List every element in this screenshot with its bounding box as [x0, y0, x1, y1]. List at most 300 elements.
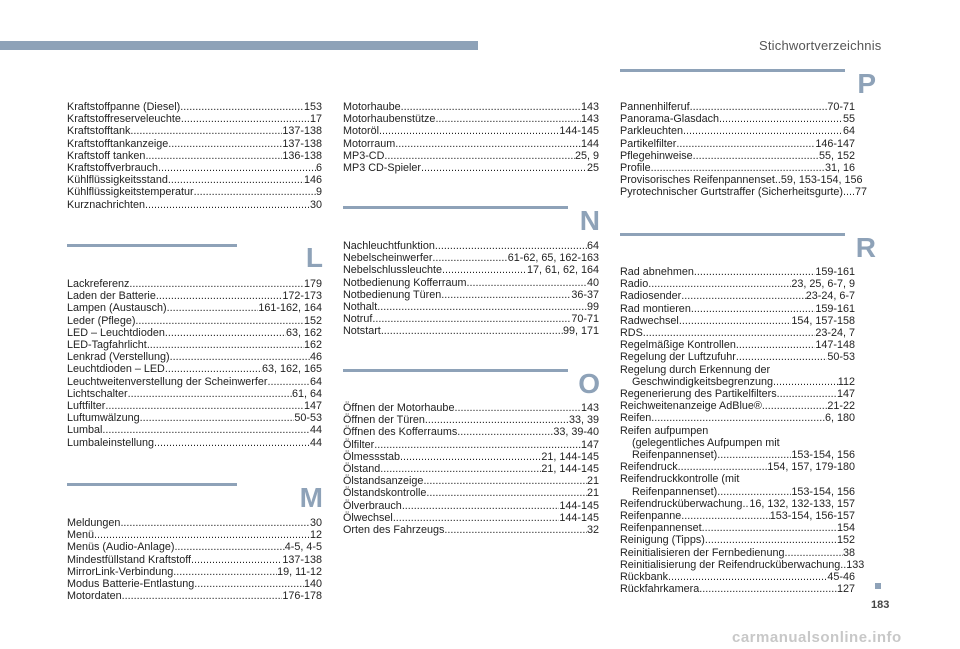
- watermark: carmanualsonline.info: [732, 629, 902, 646]
- dot-leader: [165, 327, 286, 339]
- entry-term: Reifendruck: [620, 461, 678, 474]
- dot-leader: [784, 547, 843, 559]
- dot-leader: [699, 583, 837, 595]
- entry-pages: 152: [836, 534, 855, 547]
- section-letter-n: N: [579, 205, 600, 236]
- entry-term: Reifenpannenset): [632, 485, 718, 498]
- index-entry: [343, 414, 599, 426]
- index-entry: [67, 424, 322, 436]
- entry-term: Orten des Fahrzeugs: [343, 524, 445, 537]
- entry-pages: 30: [309, 198, 322, 211]
- index-entry: [67, 101, 322, 113]
- dot-leader: [393, 512, 560, 524]
- index-entry: [620, 138, 855, 150]
- entry-pages: 4-5, 4-5: [284, 541, 322, 554]
- dot-leader: [651, 412, 825, 424]
- entry-pages: 147: [580, 438, 599, 451]
- entry-term: Radwechsel: [620, 314, 679, 327]
- entry-term: Leder (Pflege): [67, 314, 136, 327]
- entry-term: Menü: [67, 529, 95, 542]
- section-divider-o: [343, 369, 568, 372]
- index-entry: [67, 278, 322, 290]
- dot-leader: [170, 351, 310, 363]
- dot-leader: [145, 199, 310, 211]
- index-entry: [620, 351, 855, 363]
- entry-term: Kühlflüssigkeitsstand: [67, 174, 168, 187]
- dot-leader: [719, 113, 843, 125]
- index-entry: [620, 101, 855, 113]
- entry-pages: 23-24, 7: [815, 327, 855, 340]
- index-entry: [343, 475, 599, 487]
- index-entry: [620, 583, 855, 595]
- index-entry: [67, 590, 322, 602]
- entry-pages: 23-24, 6-7: [805, 290, 855, 303]
- index-column-2-m: [343, 101, 599, 174]
- entry-term: Lumbal: [67, 424, 103, 437]
- index-entry: [67, 412, 322, 424]
- index-entry: [343, 439, 599, 451]
- entry-term: Parkleuchten: [620, 125, 684, 138]
- entry-pages: 31, 16: [824, 162, 855, 175]
- entry-pages: 17, 61, 62, 164: [526, 264, 599, 277]
- index-entry: [343, 500, 599, 512]
- entry-pages: 172-173: [282, 290, 322, 303]
- entry-term: Profile: [620, 162, 651, 175]
- dot-leader: [694, 266, 816, 278]
- entry-pages: 136-138: [282, 149, 322, 162]
- dot-leader: [156, 290, 283, 302]
- page-marker: [875, 583, 881, 589]
- index-entry: [343, 451, 599, 463]
- index-column-1-m: [67, 517, 322, 602]
- index-entry: [620, 174, 863, 187]
- entry-term: Motorhaubenstütze: [343, 113, 436, 126]
- dot-leader: [648, 278, 791, 290]
- section-divider-n: [343, 206, 568, 209]
- dot-leader: [425, 414, 569, 426]
- dot-leader: [444, 524, 587, 536]
- entry-pages: 137-138: [282, 137, 322, 150]
- dot-leader: [165, 363, 262, 375]
- index-entry-line: Reifen aufpumpen: [620, 424, 709, 437]
- dot-leader: [400, 451, 541, 463]
- index-entry: [67, 566, 322, 578]
- index-entry: [67, 113, 322, 125]
- entry-pages: 70-71: [827, 101, 855, 113]
- index-entry: [343, 101, 599, 113]
- entry-pages: 21: [586, 475, 599, 488]
- dot-leader: [668, 571, 827, 583]
- entry-pages: 99: [586, 301, 599, 314]
- index-entry: [343, 150, 599, 162]
- entry-pages: 144: [580, 137, 599, 150]
- entry-term: Reifenpannenset): [632, 449, 718, 462]
- entry-term: Laden der Batterie: [67, 290, 156, 303]
- dot-leader: [643, 327, 816, 339]
- index-entry: [620, 498, 855, 510]
- dot-leader: [374, 439, 581, 451]
- entry-pages: 153-154, 156-157: [769, 510, 855, 523]
- index-entry: [620, 150, 855, 162]
- index-entry: [620, 534, 855, 546]
- entry-term: Kraftstoffpanne (Diesel): [67, 101, 181, 113]
- index-entry: [343, 277, 599, 289]
- entry-term: Kurznachrichten: [67, 198, 146, 211]
- entry-term: Öffnen des Kofferraums: [343, 426, 458, 439]
- dot-leader: [457, 426, 553, 438]
- index-entry: [343, 487, 599, 499]
- entry-pages: 44: [309, 436, 322, 449]
- dot-leader: [395, 138, 581, 150]
- index-entry: [343, 426, 599, 438]
- dot-leader: [702, 522, 837, 534]
- index-entry: [620, 113, 855, 125]
- section-letter-p: P: [857, 68, 876, 99]
- entry-pages: 179: [303, 278, 322, 290]
- entry-term: Nebelscheinwerfer: [343, 252, 433, 265]
- index-entry: [343, 138, 599, 150]
- dot-leader: [168, 174, 304, 186]
- dot-leader: [128, 388, 292, 400]
- index-entry: [620, 547, 855, 559]
- entry-term: Ölverbrauch: [343, 499, 402, 512]
- dot-leader: [762, 400, 828, 412]
- index-column-3-p: [620, 101, 863, 187]
- index-entry-line: Regelung durch Erkennung der: [620, 363, 771, 376]
- dot-leader: [454, 402, 581, 414]
- entry-pages: 152: [303, 314, 322, 327]
- entry-term: Reifenpanne: [620, 510, 682, 523]
- entry-pages: 161-162, 164: [258, 302, 322, 315]
- entry-pages: 6, 180: [824, 412, 855, 425]
- dot-leader: [173, 566, 277, 578]
- index-entry: [343, 301, 599, 313]
- index-entry: [620, 376, 855, 388]
- dot-leader: [180, 101, 304, 113]
- index-entry: [343, 512, 599, 524]
- dot-leader: [402, 500, 560, 512]
- entry-term: MP3-CD: [343, 149, 385, 162]
- dot-leader: [690, 101, 828, 113]
- entry-pages: 55, 152: [818, 149, 855, 162]
- entry-term: Reinigung (Tipps): [620, 534, 705, 547]
- entry-term: Lampen (Austausch): [67, 302, 167, 315]
- index-entry: [67, 578, 322, 590]
- entry-term: Lackreferenz: [67, 278, 130, 290]
- entry-term: Motoröl: [343, 125, 380, 138]
- dot-leader: [120, 517, 310, 529]
- entry-pages: 144-145: [559, 125, 599, 138]
- dot-leader: [154, 437, 310, 449]
- entry-term: Regelung der Luftzufuhr: [620, 351, 736, 364]
- entry-pages: 21, 144-145: [541, 450, 599, 463]
- index-entry: [67, 138, 322, 150]
- index-entry: [620, 125, 855, 137]
- entry-pages: 36-37: [571, 288, 599, 301]
- dot-leader: [466, 277, 587, 289]
- dot-leader: [401, 101, 581, 113]
- entry-term: Lichtschalter: [67, 387, 128, 400]
- index-entry: [620, 400, 855, 412]
- entry-pages: 112: [837, 375, 855, 388]
- index-entry: [67, 315, 322, 327]
- entry-pages: 147: [303, 400, 322, 413]
- entry-term: Luftumwälzung: [67, 412, 140, 425]
- index-entry: [343, 313, 599, 325]
- index-entry: [620, 558, 865, 571]
- index-entry: [67, 351, 322, 363]
- dot-leader: [140, 412, 295, 424]
- entry-pages: 25: [586, 162, 599, 175]
- dot-leader: [651, 162, 825, 174]
- index-entry: [343, 463, 599, 475]
- index-entry: [67, 541, 322, 553]
- section-letter-r: R: [855, 232, 876, 263]
- dot-leader: [181, 113, 310, 125]
- index-entry: [67, 162, 322, 174]
- entry-term: Kühlflüssigkeitstemperatur: [67, 186, 194, 199]
- section-letter-o: O: [578, 368, 600, 399]
- dot-leader: [683, 125, 843, 137]
- entry-term: Kraftstofftank: [67, 125, 131, 138]
- entry-pages: 32: [586, 524, 599, 537]
- entry-term: Geschwindigkeitsbegrenzung: [632, 375, 774, 388]
- entry-pages: 127: [836, 583, 855, 596]
- dot-leader: [717, 486, 791, 498]
- entry-pages: 55: [842, 113, 855, 126]
- entry-term: Notruf: [343, 313, 373, 326]
- section-letter-l: L: [305, 242, 323, 273]
- dot-leader: [435, 240, 587, 252]
- section-title: Stichwortverzeichnis: [759, 38, 882, 53]
- index-entry: [343, 252, 599, 264]
- index-entry: [620, 266, 855, 278]
- entry-pages: 144-145: [559, 511, 599, 524]
- dot-leader: [435, 113, 581, 125]
- index-entry: [620, 510, 855, 522]
- entry-term: MirrorLink-Verbindung: [67, 565, 174, 578]
- index-entry-line: (gelegentliches Aufpumpen mit: [632, 436, 780, 449]
- entry-term: Reinitialisieren der Fernbedienung: [620, 546, 785, 559]
- entry-term: Menüs (Audio-Anlage): [67, 541, 175, 554]
- section-divider-m: [67, 483, 237, 486]
- entry-term: Rad montieren: [620, 302, 691, 315]
- index-column-2-o: [343, 402, 599, 536]
- dot-leader: [194, 186, 316, 198]
- entry-pages: 6: [315, 162, 322, 175]
- entry-pages: 154: [836, 522, 855, 535]
- dot-leader: [267, 376, 310, 388]
- entry-pages: 137-138: [282, 125, 322, 138]
- dot-leader: [377, 301, 587, 313]
- dot-leader: [372, 313, 571, 325]
- index-entry: [343, 125, 599, 137]
- entry-pages: 12: [309, 529, 322, 542]
- entry-pages: 143: [580, 101, 599, 113]
- entry-term: Pannenhilferuf: [620, 101, 690, 113]
- index-entry: [620, 486, 855, 498]
- entry-pages: 64: [309, 375, 322, 388]
- dot-leader: [194, 578, 304, 590]
- entry-pages: 154, 157-158: [791, 314, 855, 327]
- entry-pages: 147: [836, 388, 855, 401]
- index-entry: [67, 150, 322, 162]
- index-entry: [67, 388, 322, 400]
- index-entry: [620, 412, 855, 424]
- entry-term: Kraftstoff tanken: [67, 149, 146, 162]
- entry-term: Luftfilter: [67, 400, 106, 413]
- entry-pages: 61, 64: [291, 387, 322, 400]
- index-entry: [620, 339, 855, 351]
- section-divider-l: [67, 244, 237, 247]
- entry-pages: 59, 153-154, 156: [780, 174, 863, 187]
- index-entry: [620, 388, 855, 400]
- dot-leader: [717, 449, 791, 461]
- entry-term: Reichweitenanzeige AdBlue®: [620, 400, 762, 413]
- dot-leader: [676, 138, 815, 150]
- entry-pages: 154, 157, 179-180: [767, 461, 855, 474]
- index-entry: [343, 162, 599, 174]
- entry-term: Regelmäßige Kontrollen: [620, 339, 736, 352]
- dot-leader: [678, 461, 768, 473]
- entry-pages: 153: [303, 101, 322, 113]
- dot-leader: [167, 302, 259, 314]
- index-entry: [620, 327, 855, 339]
- entry-term: Kraftstofftankanzeige: [67, 137, 169, 150]
- entry-pages: 146: [303, 174, 322, 187]
- entry-pages: 146-147: [815, 137, 855, 150]
- index-entry: [343, 524, 599, 536]
- entry-pages: 143: [580, 113, 599, 126]
- entry-pages: 38: [842, 546, 855, 559]
- index-column-1-k: [67, 101, 322, 211]
- entry-pages: 50-53: [827, 351, 855, 364]
- index-entry: [67, 174, 322, 186]
- entry-term: Motordaten: [67, 590, 122, 603]
- entry-pages: 45-46: [827, 571, 855, 584]
- index-entry-pyrotechnischer: Pyrotechnischer Gurtstraffer (Sicherheitsgurte)....77: [620, 186, 868, 198]
- dot-leader: [94, 529, 310, 541]
- entry-pages: 162: [303, 339, 322, 352]
- entry-pages: 21-22: [827, 400, 855, 413]
- index-entry: [620, 449, 855, 461]
- entry-term: Lumbaleinstellung: [67, 436, 155, 449]
- entry-term: Provisorisches Reifenpannenset: [620, 174, 775, 187]
- dot-leader: [135, 315, 304, 327]
- entry-term: Reifenpannenset: [620, 522, 702, 535]
- entry-pages: 144-145: [559, 499, 599, 512]
- entry-term: Reinitialisierung der Reifendrucküberwachung: [620, 558, 841, 571]
- entry-term: RDS: [620, 327, 643, 340]
- entry-term: Rückbank: [620, 571, 669, 584]
- dot-leader: [679, 315, 792, 327]
- entry-pages: 176-178: [282, 590, 322, 603]
- section-letter-m: M: [299, 482, 323, 513]
- entry-pages: 133: [846, 558, 865, 571]
- index-entry-line: Reifendruckkontrolle (mit: [620, 473, 740, 486]
- entry-term: Radiosender: [620, 290, 682, 303]
- dot-leader: [384, 150, 575, 162]
- index-entry: [620, 162, 855, 174]
- dot-leader: [441, 289, 571, 301]
- entry-term: Ölstand: [343, 463, 381, 476]
- page-number: 183: [871, 599, 890, 611]
- dot-leader: [379, 125, 559, 137]
- index-entry: [620, 290, 855, 302]
- dot-leader: [102, 424, 310, 436]
- entry-pages: 19, 11-12: [277, 565, 322, 578]
- dot-leader: [681, 510, 770, 522]
- dot-leader: [442, 264, 527, 276]
- entry-pages: 9: [315, 186, 322, 199]
- index-entry: [67, 186, 322, 198]
- entry-pages: 17: [309, 113, 322, 126]
- dot-leader: [421, 162, 587, 174]
- dot-leader: [145, 150, 282, 162]
- entry-pages: 30: [309, 517, 322, 529]
- dot-leader: [380, 463, 541, 475]
- index-column-2-n: [343, 240, 599, 338]
- index-entry: [343, 289, 599, 301]
- dot-leader: [432, 252, 507, 264]
- index-entry: [67, 554, 322, 566]
- entry-term: Modus Batterie-Entlastung: [67, 578, 195, 591]
- entry-term: Reifen: [620, 412, 652, 425]
- entry-pages: 50-53: [294, 412, 322, 425]
- entry-pages: 159-161: [815, 302, 855, 315]
- index-entry: [67, 517, 322, 529]
- entry-pages: 23, 25, 6-7, 9: [791, 278, 855, 291]
- dot-leader: [147, 339, 304, 351]
- dot-leader: [705, 534, 837, 546]
- index-entry: [620, 461, 855, 473]
- index-column-3-r: [620, 266, 865, 596]
- index-entry: [343, 264, 599, 276]
- index-entry: [67, 376, 322, 388]
- entry-term: LED-Tagfahrlicht: [67, 339, 147, 352]
- entry-term: Mindestfüllstand Kraftstoff: [67, 553, 192, 566]
- index-entry: [343, 325, 599, 337]
- entry-term: MP3 CD-Spieler: [343, 162, 421, 175]
- dot-leader: [158, 162, 316, 174]
- entry-pages: 44: [309, 424, 322, 437]
- entry-term: Kraftstoffverbrauch: [67, 162, 159, 175]
- index-entry: [67, 437, 322, 449]
- entry-term: Panorama-Glasdach: [620, 113, 720, 126]
- dot-leader: [693, 150, 819, 162]
- entry-term: Öffnen der Motorhaube: [343, 402, 455, 414]
- dot-leader: [381, 325, 563, 337]
- index-entry: [620, 303, 855, 315]
- entry-pages: 99, 171: [562, 325, 599, 338]
- entry-pages: 159-161: [815, 266, 855, 278]
- index-entry: [620, 315, 855, 327]
- entry-term: Notbedienung Kofferraum: [343, 276, 467, 289]
- entry-term: Reifendrucküberwachung: [620, 497, 743, 510]
- dot-leader: [130, 125, 282, 137]
- entry-term: Regenerierung des Partikelfilters: [620, 388, 777, 401]
- section-divider-r: [620, 233, 845, 236]
- entry-term: Kraftstoffreserveleuchte: [67, 113, 181, 126]
- entry-term: Rad abnehmen: [620, 266, 694, 278]
- entry-term: Ölfilter: [343, 438, 375, 451]
- index-entry: [67, 290, 322, 302]
- index-column-1-l: [67, 278, 322, 449]
- dot-leader: [736, 351, 828, 363]
- index-entry: [343, 240, 599, 252]
- dot-leader: [773, 376, 838, 388]
- entry-pages: 153-154, 156: [791, 485, 855, 498]
